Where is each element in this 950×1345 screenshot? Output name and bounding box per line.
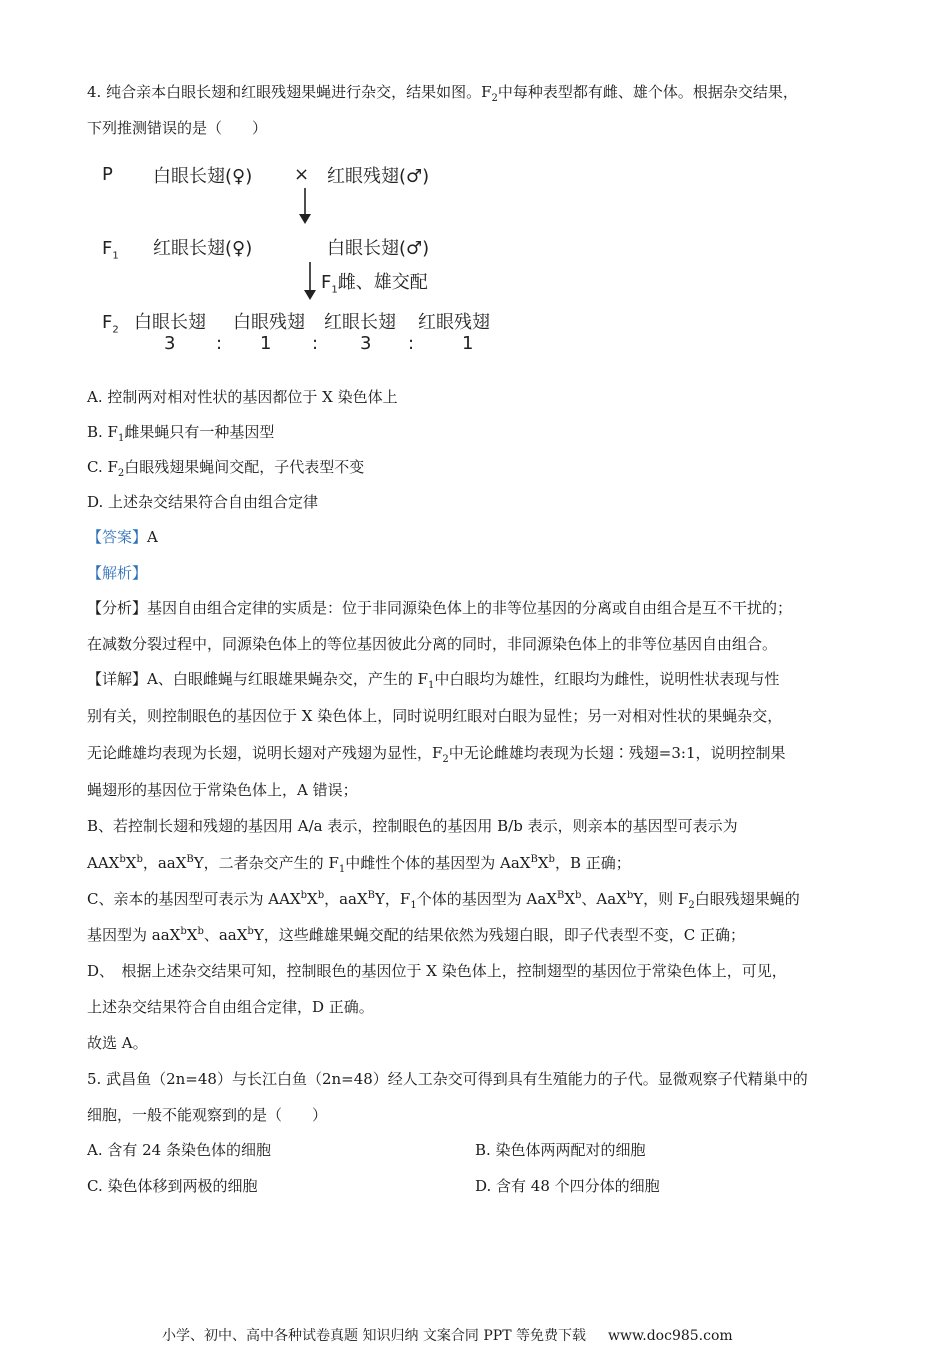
q5-option-d: D. 含有 48 个四分体的细胞	[475, 1177, 660, 1195]
cross-arrows	[96, 152, 526, 367]
q5-option-c: C. 染色体移到两极的细胞	[87, 1177, 258, 1195]
p-label: P	[102, 164, 113, 185]
q5-option-b: B. 染色体两两配对的细胞	[475, 1141, 646, 1159]
fenxi-line1: 【分析】基因自由组合定律的实质是：位于非同源染色体上的非等位基因的分离或自由组合是互不干扰的；	[87, 599, 793, 617]
q4-stem-line1: 4. 纯合亲本白眼长翅和红眼残翅果蝇进行杂交，结果如图。$F_2$中每种表型都有雌、雄个体。根据杂交结果，	[87, 83, 798, 104]
f1-mating-label: $F_1$雌、雄交配	[321, 272, 428, 296]
xiangjie-line1: 【详解】A、白眼雌蝇与红眼雄果蝇杂交，产生的 $F_1$中白眼均为雄性，红眼均为雌性，说明性状表现与性	[87, 670, 780, 691]
f1-male: 白眼长翅(♂)	[327, 238, 430, 259]
q4-stem-line2: 下列推测错误的是（ ）	[87, 119, 268, 137]
footer-site-link[interactable]: www.doc985.com	[607, 1328, 733, 1344]
xiangjie-line4: 蝇翅形的基因位于常染色体上，A 错误；	[87, 781, 358, 799]
q5-option-a: A. 含有 24 条染色体的细胞	[87, 1141, 271, 1159]
conclusion: 故选 A。	[87, 1034, 148, 1052]
ratio-3: 3	[360, 333, 372, 354]
f2-phenotype-1: 白眼长翅	[134, 312, 206, 333]
cross-diagram	[96, 152, 526, 367]
f2-phenotype-4: 红眼残翅	[418, 312, 490, 333]
ratio-colon-1: :	[216, 333, 223, 354]
q5-stem-line2: 细胞，一般不能观察到的是（ ）	[87, 1106, 328, 1124]
footer	[162, 1325, 733, 1345]
xiangjie-line2: 别有关，则控制眼色的基因位于 X 染色体上，同时说明红眼对白眼为显性；另一对相对性状的果蝇杂交，	[87, 707, 783, 725]
f2-label: $F_2$	[102, 312, 119, 336]
xiangjie-line3: 无论雌雄均表现为长翅，说明长翅对产残翅为显性，$F_2$中无论雌雄均表现为长翅∶残翅=3:1，说明控制果	[87, 744, 786, 765]
xiangjie-d-line1: D、 根据上述杂交结果可知，控制眼色的基因位于 X 染色体上，控制翅型的基因位于常染色体上，可见，	[87, 962, 787, 980]
q5-stem-line1: 5. 武昌鱼（2n=48）与长江白鱼（2n=48）经人工杂交可得到具有生殖能力的子代。显微观察子代精巢中的	[87, 1070, 808, 1088]
f2-phenotype-2: 白眼残翅	[233, 312, 305, 333]
answer-line: 【答案】A	[87, 528, 158, 546]
xiangjie-c-line1: C、亲本的基因型可表示为 $AAX^bX^b$，aaX$^B$Y，$F_1$个体的基因型为 $AaX^BX^b$、AaX$^b$Y，则 $F_2$白眼残翅果蝇的	[87, 890, 800, 911]
footer-text: 小学、初中、高中各种试卷真题 知识归纳 文案合同 PPT 等免费下载	[162, 1328, 586, 1344]
q4-option-c: C. $F_2$白眼残翅果蝇间交配，子代表型不变	[87, 458, 365, 479]
fenxi-line2: 在减数分裂过程中，同源染色体上的等位基因彼此分离的同时，非同源染色体上的非等位基因自由组合。	[87, 635, 778, 653]
q4-option-d: D. 上述杂交结果符合自由组合定律	[87, 493, 319, 511]
ratio-colon-2: :	[312, 333, 319, 354]
p-female: 白眼长翅(♀)	[153, 166, 253, 187]
cross-symbol: ×	[294, 164, 310, 185]
ratio-colon-3: :	[408, 333, 415, 354]
f1-label: $F_1$	[102, 238, 119, 262]
xiangjie-c-line2: 基因型为 $aaX^bX^b$、aaX$^b$Y，这些雌雄果蝇交配的结果依然为残翅白眼，即子代表型不变，C 正确；	[87, 926, 745, 944]
q4-option-a: A. 控制两对相对性状的基因都位于 X 染色体上	[87, 388, 398, 406]
q4-option-b: B. $F_1$雌果蝇只有一种基因型	[87, 423, 275, 444]
ratio-4: 1	[462, 333, 474, 354]
xiangjie-b-line2: $AAX^bX^b$，aaX$^B$Y，二者杂交产生的 $F_1$中雌性个体的基因型为 $AaX^BX^b$，B 正确；	[87, 854, 631, 875]
xiangjie-d-line2: 上述杂交结果符合自由组合定律，D 正确。	[87, 998, 374, 1016]
ratio-1: 3	[164, 333, 176, 354]
f1-female: 红眼长翅(♀)	[153, 238, 253, 259]
xiangjie-b-line1: B、若控制长翅和残翅的基因用 A/a 表示，控制眼色的基因用 B/b 表示，则亲本的基因型可表示为	[87, 817, 738, 835]
f2-phenotype-3: 红眼长翅	[324, 312, 396, 333]
p-male: 红眼残翅(♂)	[327, 166, 430, 187]
ratio-2: 1	[260, 333, 272, 354]
analysis-tag: 【解析】	[87, 564, 148, 582]
